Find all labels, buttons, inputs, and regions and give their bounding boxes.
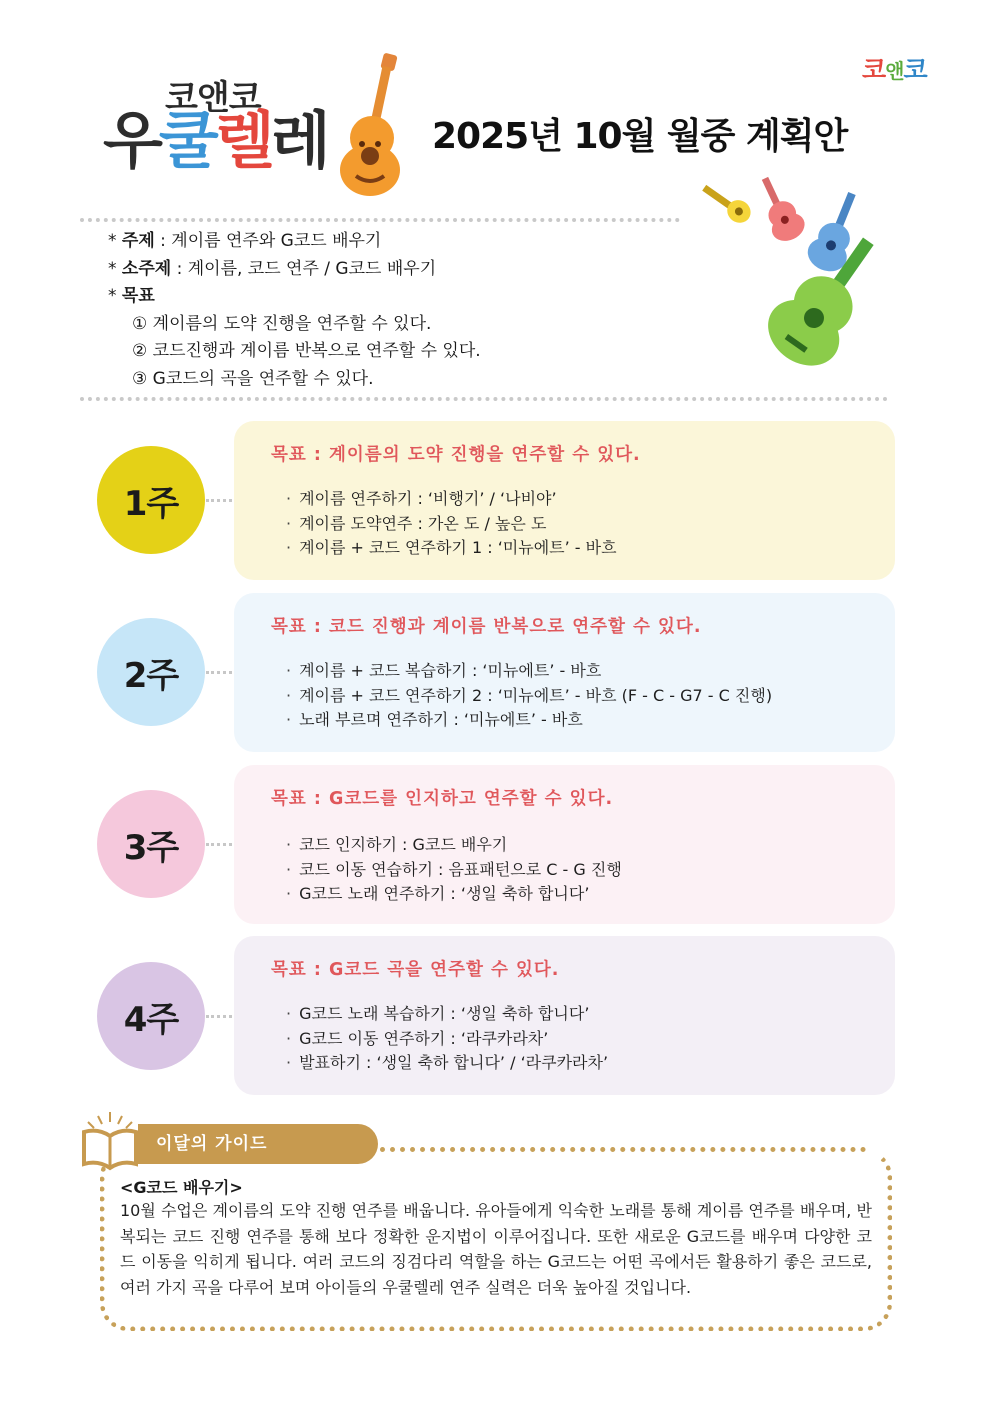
brand-letter: 코 (903, 55, 927, 84)
week-4-activities (286, 1002, 608, 1076)
week-4-badge: 4주 (97, 962, 205, 1070)
activity-item: · 계이름 연주하기 : ‘비행기’ / ‘나비야’ (286, 487, 617, 512)
week-3-badge: 3주 (97, 790, 205, 898)
activity-item: · G코드 이동 연주하기 : ‘라쿠카라차’ (286, 1027, 608, 1052)
topic-value: : 계이름 연주와 G코드 배우기 (160, 231, 382, 251)
activity-item: · 계이름 + 코드 복습하기 : ‘미뉴에트’ - 바흐 (286, 659, 772, 684)
top-divider (80, 218, 680, 222)
subtopic-row: * 소주제 : 계이름, 코드 연주 / G코드 배우기 (108, 258, 437, 279)
week-3-activities (286, 833, 622, 907)
ukulele-illustration-icon (694, 168, 914, 378)
week-3-goal: 목표 : G코드를 인지하고 연주할 수 있다. (271, 789, 614, 809)
goal-item: ② 코드진행과 계이름 반복으로 연주할 수 있다. (132, 341, 481, 361)
goal-label: 목표 (121, 286, 155, 306)
week-4-goal: 목표 : G코드 곡을 연주할 수 있다. (271, 960, 560, 980)
summary-divider (80, 397, 888, 401)
week-2-badge: 2주 (97, 618, 205, 726)
activity-item: · 코드 인지하기 : G코드 배우기 (286, 833, 622, 858)
week-4-connector (206, 1015, 232, 1018)
activity-item: · G코드 노래 연주하기 : ‘생일 축하 합니다’ (286, 882, 622, 907)
brand-letter: 코 (862, 55, 886, 84)
plan-summary (108, 228, 481, 393)
logo-ukulele-text (103, 104, 327, 177)
topic-row: * 주제 : 계이름 연주와 G코드 배우기 (108, 231, 382, 251)
week-2-connector (206, 671, 232, 674)
page-title: 2025년 10월 월중 계획안 (432, 116, 848, 157)
subtopic-label: 소주제 (121, 258, 172, 279)
activity-item: · 발표하기 : ‘생일 축하 합니다’ / ‘라쿠카라차’ (286, 1051, 608, 1076)
guide-tab: 이달의 가이드 (138, 1124, 378, 1164)
ukulele-character-icon (338, 52, 414, 196)
goal-row: * 목표 (108, 286, 155, 306)
activity-item: · 계이름 + 코드 연주하기 1 : ‘미뉴에트’ - 바흐 (286, 536, 617, 561)
week-3-connector (206, 843, 232, 846)
logo-letter: 레 (270, 104, 327, 177)
activity-item: · 노래 부르며 연주하기 : ‘미뉴에트’ - 바흐 (286, 708, 772, 733)
activity-item: · 계이름 + 코드 연주하기 2 : ‘미뉴에트’ - 바흐 (F - C - G7 - C 진행) (286, 684, 772, 709)
week-1-goal: 목표 : 계이름의 도약 진행을 연주할 수 있다. (271, 445, 641, 465)
open-book-icon (78, 1110, 142, 1172)
guide-text: 10월 수업은 계이름의 도약 진행 연주를 배웁니다. 유아들에게 익숙한 노래를 통해 계이름 연주를 배우며, 반복되는 코드 진행 연주를 통해 보다 정확한 운지법이 이루어집니다. 또한 새로운 G코드를 배우며 다양한 코드 이동을 익히게 됩니다. 여러 코드의 징검다리 역할을 하는 G코드는 어떤 곡에서든 활용하기 좋은 코드로, 여러 가지 곡을 다루어 보며 아이들의 우쿨렐레 연주 실력은 더욱 높아질 것입니다. (120, 1201, 872, 1297)
activity-item: · 계이름 도약연주 : 가온 도 / 높은 도 (286, 512, 617, 537)
goal-item: ① 계이름의 도약 진행을 연주할 수 있다. (132, 313, 432, 334)
activity-item: · 코드 이동 연습하기 : 음표패턴으로 C - G 진행 (286, 858, 622, 883)
week-4-card (234, 936, 895, 1095)
brand-letter: 앤 (885, 59, 904, 83)
topic-label: 주제 (121, 231, 155, 251)
activity-item: · G코드 노래 복습하기 : ‘생일 축하 합니다’ (286, 1002, 608, 1027)
guide-heading: <G코드 배우기> (120, 1178, 243, 1197)
logo-brand-text: 코앤코 (165, 78, 261, 118)
week-1-connector (206, 499, 232, 502)
logo-letter: 우 (103, 104, 159, 177)
week-2-activities (286, 659, 772, 733)
logo-letter: 쿨 (158, 104, 215, 177)
brand-mark (862, 50, 927, 86)
week-1-card (234, 421, 895, 580)
guide-border-top (380, 1147, 866, 1152)
week-3-card (234, 765, 895, 924)
week-1-activities (286, 487, 617, 561)
week-2-card (234, 593, 895, 752)
week-2-goal: 목표 : 코드 진행과 계이름 반복으로 연주할 수 있다. (271, 617, 702, 637)
week-1-badge: 1주 (97, 446, 205, 554)
goal-item: ③ G코드의 곡을 연주할 수 있다. (132, 368, 374, 389)
subtopic-value: : 계이름, 코드 연주 / G코드 배우기 (176, 258, 437, 279)
logo-letter: 렐 (214, 104, 271, 177)
